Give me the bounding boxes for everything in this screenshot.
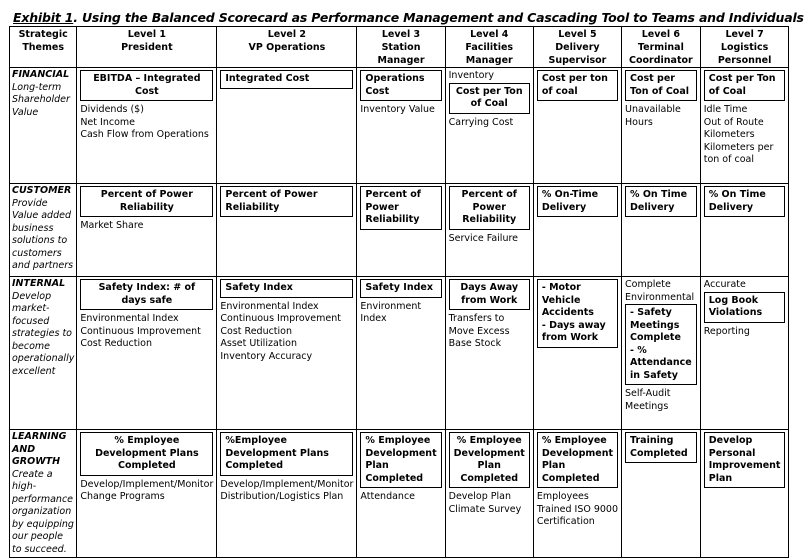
header-level-4: Level 4 Facilities Manager [445,27,533,68]
primary-measure-box: - Motor Vehicle Accidents - Days away from Work [537,279,618,348]
measure-cell-level-7 [700,430,789,558]
secondary-measures: Idle Time Out of Route Kilometers Kilometers per ton of coal [703,104,774,165]
theme-title: FINANCIAL [12,69,70,80]
measure-cell-level-5 [533,68,621,184]
measure-cell-level-5 [533,184,621,277]
theme-title: LEARNING AND GROWTH [12,431,67,467]
primary-measure-box: % Employee Development Plan Completed [449,432,530,488]
primary-measure-box: Training Completed [625,432,697,463]
primary-measure-box: Log Book Violations [704,292,786,323]
secondary-measures: Unavailable Hours [625,104,681,128]
measure-cell-level-1 [77,430,217,558]
theme-cell [10,68,77,184]
primary-measure-box: Develop Personal Improvement Plan [704,432,786,488]
measure-lead-text: Complete Environmental [625,279,695,303]
header-row [10,27,789,68]
measure-lead-text: Accurate [703,279,746,290]
primary-measure-box: EBITDA – Integrated Cost [80,70,213,101]
primary-measure-box: %Employee Development Plans Completed [220,432,353,476]
header-level-6: Level 6 Terminal Coordinator [622,27,701,68]
theme-cell [10,430,77,558]
row-learning-growth [10,430,789,558]
primary-measure-box: % Employee Development Plan Completed [360,432,441,488]
header-level-2: Level 2 VP Operations [217,27,357,68]
measure-cell-level-3 [357,68,445,184]
theme-cell [10,184,77,277]
measure-cell-level-7 [700,68,789,184]
measure-cell-level-4 [445,277,533,430]
primary-measure-box: Safety Index: # of days safe [80,279,213,310]
header-level-1: Level 1 President [77,27,217,68]
secondary-measures: Environmental Index Continuous Improvement Cost Reduction [80,313,201,349]
secondary-measures: Self-Audit Meetings [625,388,671,412]
secondary-measures: Develop/Implement/Monitor Change Programs [80,478,214,502]
primary-measure-box: Cost per Ton of Coal [449,83,530,114]
primary-measure-box: Safety Index [220,279,353,298]
theme-description: Provide Value added business solutions to customers and partners [12,197,74,271]
theme-cell [10,277,77,430]
primary-measure-box: Percent of Power Reliability [449,186,530,230]
theme-description: Create a high-performance organization by equipping our people to succeed. [12,468,74,555]
secondary-measures: Reporting [703,325,750,337]
secondary-measures: Carrying Cost [448,116,514,128]
measure-cell-level-2 [217,277,357,430]
exhibit-label: Exhibit 1 [13,10,74,25]
primary-measure-box: Integrated Cost [220,70,353,89]
row-internal [10,277,789,430]
measure-cell-level-7 [700,277,789,430]
measure-lead-text: Inventory [448,70,495,81]
measure-cell-level-6 [622,277,701,430]
primary-measure-box: % On Time Delivery [625,186,697,217]
primary-measure-box: Cost per ton of coal [537,70,618,101]
measure-cell-level-3 [357,430,445,558]
header-strategic-themes: Strategic Themes [10,27,77,68]
exhibit-title-text: . Using the Balanced Scorecard as Performance Management and Cascading Tool to Teams and Individuals [73,10,804,25]
measure-cell-level-2 [217,430,357,558]
measure-cell-level-1 [77,277,217,430]
measure-cell-level-6 [622,430,701,558]
secondary-measures: Employees Trained ISO 9000 Certification [536,491,619,527]
secondary-measures: Environmental Index Continuous Improvement Cost Reduction Asset Utilization Inventory Accuracy [220,300,341,362]
theme-title: INTERNAL [12,278,66,289]
secondary-measures: Market Share [80,220,144,231]
row-financial [10,68,789,184]
measure-cell-level-2 [217,184,357,277]
primary-measure-box: Cost per Ton of Coal [625,70,697,101]
measure-cell-level-4 [445,68,533,184]
primary-measure-box: Operations Cost [360,70,441,101]
primary-measure-box: % Employee Development Plans Completed [80,432,213,476]
header-level-7: Level 7 Logistics Personnel [700,27,789,68]
primary-measure-box: - Safety Meetings Complete - % Attendance in Safety [625,304,697,385]
theme-description: Long-term Shareholder Value [12,81,70,118]
secondary-measures: Develop Plan Climate Survey [448,491,522,515]
theme-title: CUSTOMER [12,185,72,196]
measure-cell-level-1 [77,184,217,277]
primary-measure-box: Days Away from Work [449,279,530,310]
row-customer [10,184,789,277]
measure-cell-level-3 [357,277,445,430]
secondary-measures: Dividends ($) Net Income Cash Flow from Operations [80,104,209,140]
primary-measure-box: % On-Time Delivery [537,186,618,217]
primary-measure-box: Safety Index [360,279,441,298]
theme-description: Develop market-focused strategies to become operationally excellent [12,290,75,377]
primary-measure-box: Percent of Power Reliability [80,186,213,217]
measure-cell-level-3 [357,184,445,277]
measure-cell-level-4 [445,184,533,277]
measure-cell-level-4 [445,430,533,558]
secondary-measures: Attendance [360,491,416,502]
secondary-measures: Environment Index [360,300,422,324]
secondary-measures: Inventory Value [360,104,435,115]
primary-measure-box: % On Time Delivery [704,186,786,217]
measure-cell-level-6 [622,68,701,184]
measure-cell-level-6 [622,184,701,277]
secondary-measures: Service Failure [448,232,519,244]
primary-measure-box: Cost per Ton of Coal [704,70,786,101]
scorecard-table [9,26,789,558]
exhibit-title [13,10,804,25]
header-level-5: Level 5 Delivery Supervisor [533,27,621,68]
header-level-3: Level 3 Station Manager [357,27,445,68]
measure-cell-level-1 [77,68,217,184]
measure-cell-level-2 [217,68,357,184]
measure-cell-level-5 [533,430,621,558]
primary-measure-box: % Employee Development Plan Completed [537,432,618,488]
measure-cell-level-7 [700,184,789,277]
primary-measure-box: Percent of Power Reliability [220,186,353,217]
secondary-measures: Transfers to Move Excess Base Stock [448,313,510,349]
secondary-measures: Develop/Implement/Monitor Distribution/Logistics Plan [220,478,354,502]
primary-measure-box: Percent of Power Reliability [360,186,441,230]
measure-cell-level-5 [533,277,621,430]
